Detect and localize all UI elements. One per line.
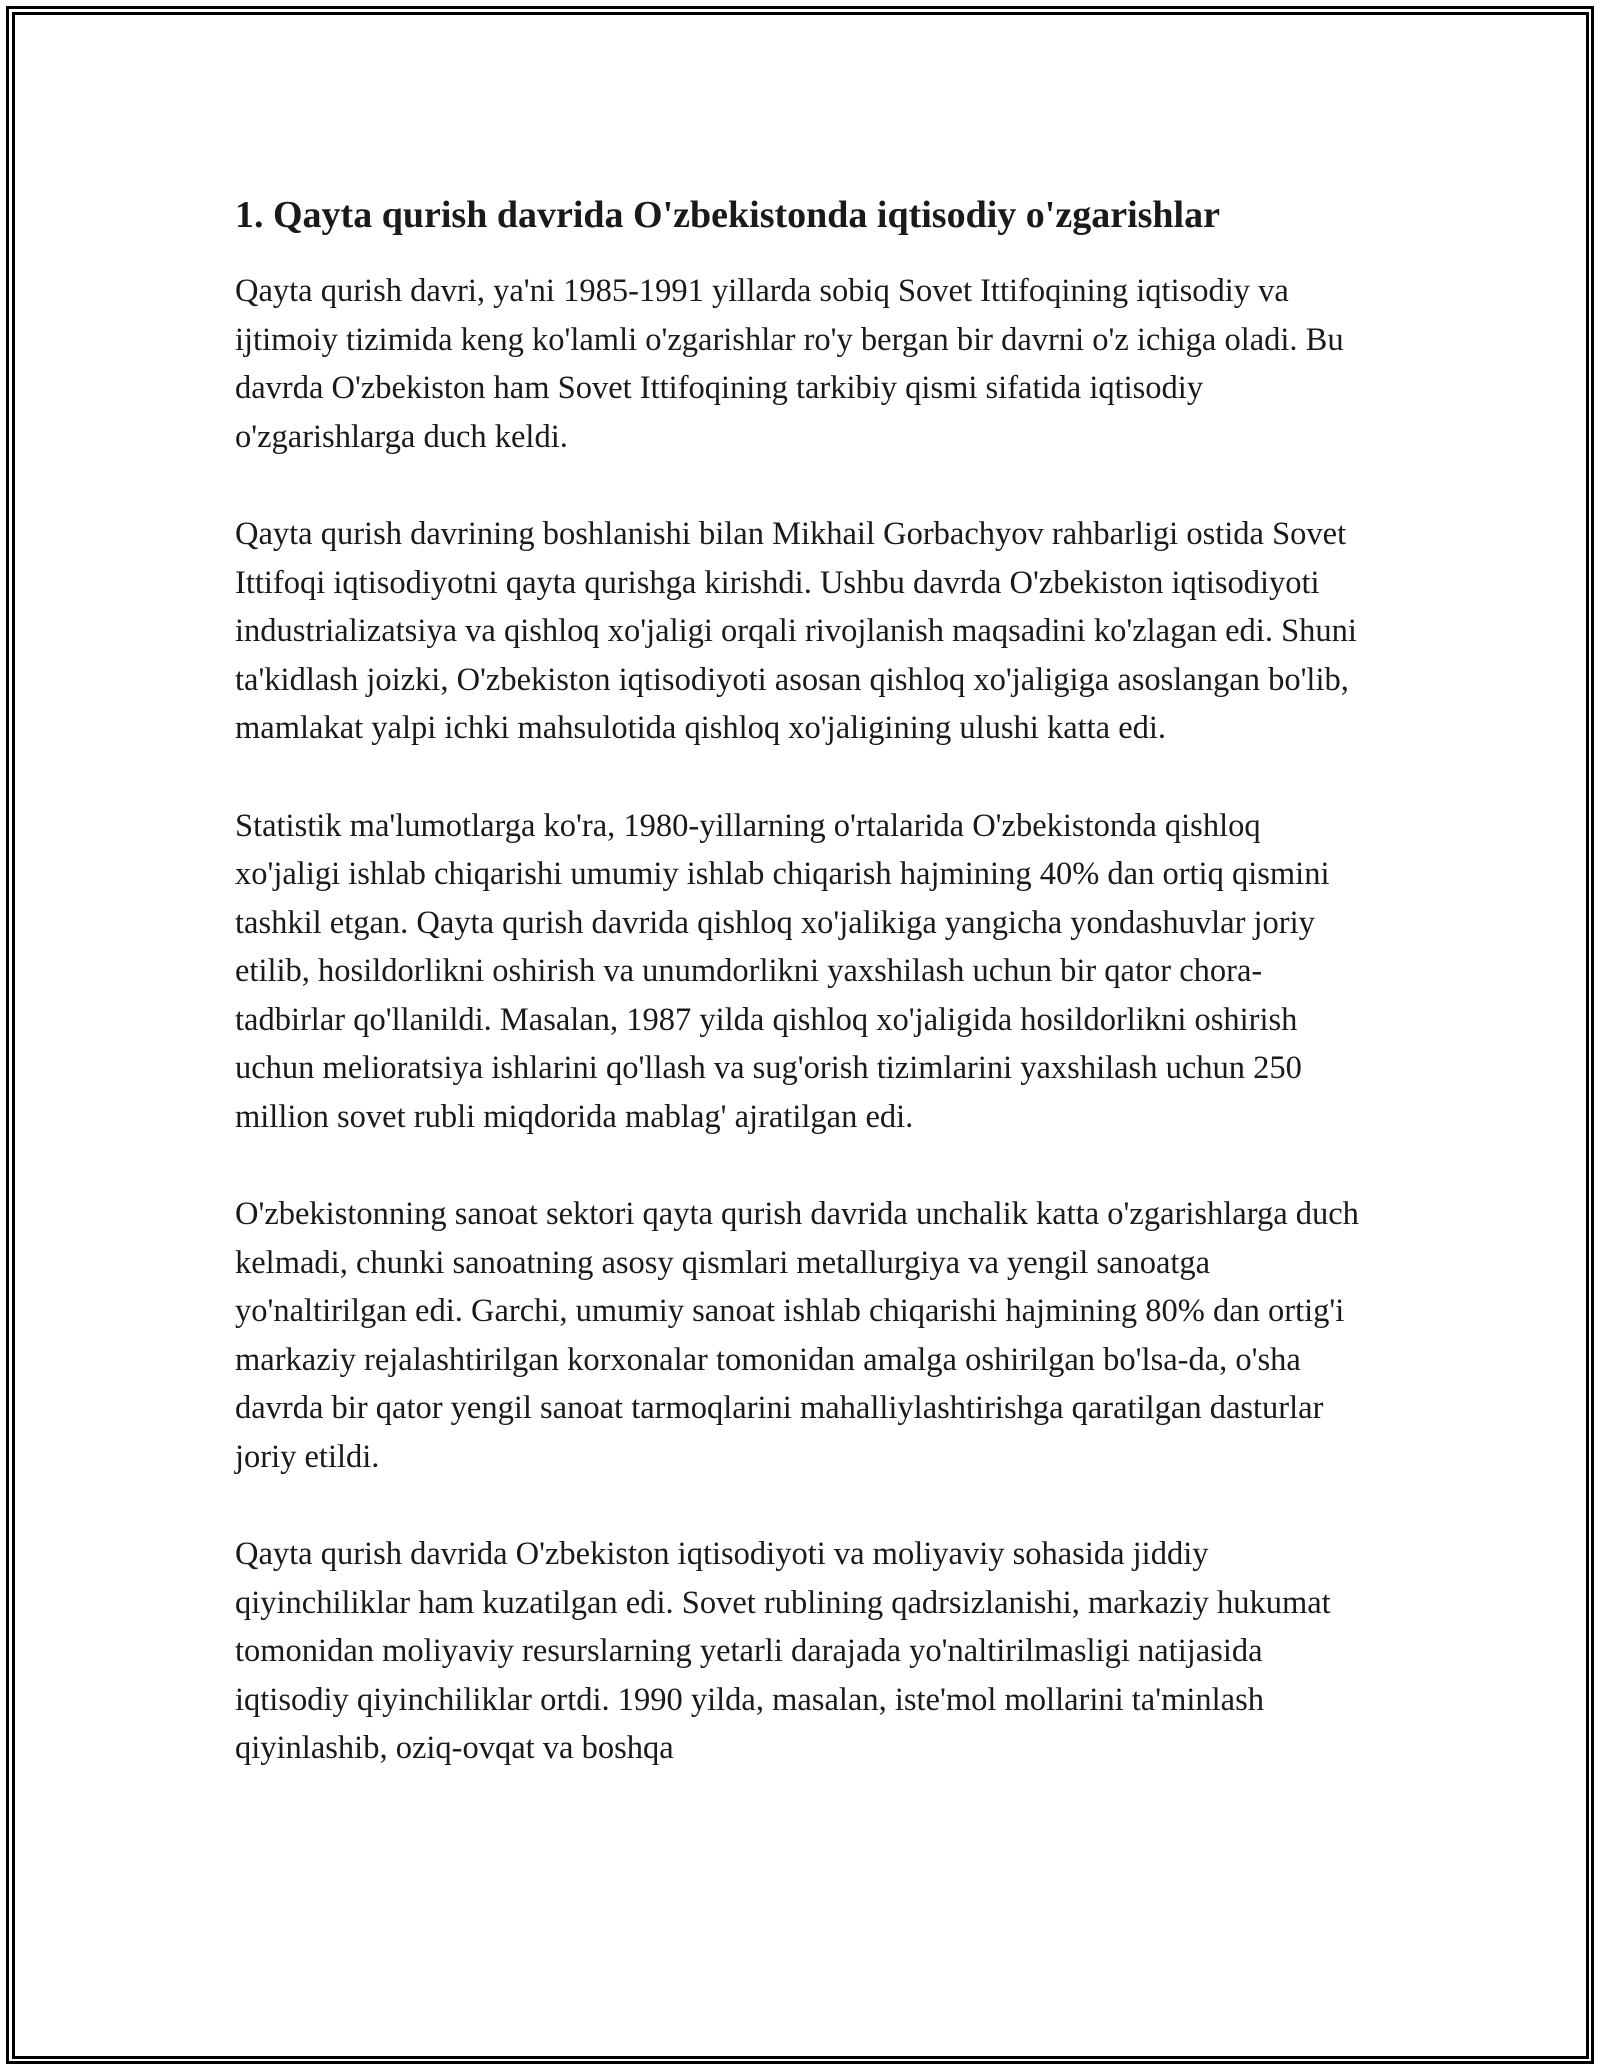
- paragraph-5: Qayta qurish davrida O'zbekiston iqtisodiyoti va moliyaviy sohasida jiddiy qiyinchiliklar ham kuzatilgan edi. Sovet rublining qadrsizlanishi, markaziy hukumat tomonidan moliyaviy resurslarning yetarli darajada yo'naltirilmasligi natijasida iqtisodiy qiyinchiliklar ortdi. 1990 yilda, masalan, iste'mol mollarini ta'minlash qiyinlashib, oziq-ovqat va boshqa: [235, 1536, 1331, 1766]
- paragraph-3: Statistik ma'lumotlarga ko'ra, 1980-yillarning o'rtalarida O'zbekistonda qishloq xo'jaligi ishlab chiqarishi umumiy ishlab chiqarish hajmining 40% dan ortiq qismini tashkil etgan. Qayta qurish davrida qishloq xo'jalikiga yangicha yondashuvlar joriy etilib, hosildorlikni oshirish va unumdorlikni yaxshilash uchun bir qator chora-tadbirlar qo'llanildi. Masalan, 1987 yilda qishloq xo'jaligida hosildorlikni oshirish uchun melioratsiya ishlarini qo'llash va sug'orish tizimlarini yaxshilash uchun 250 million sovet rubli miqdorida mablag' ajratilgan edi.: [235, 807, 1330, 1135]
- paragraph-2: Qayta qurish davrining boshlanishi bilan Mikhail Gorbachyov rahbarligi ostida Sovet Ittifoqi iqtisodiyotni qayta qurishga kirishdi. Ushbu davrda O'zbekiston iqtisodiyoti industrializatsiya va qishloq xo'jaligi orqali rivojlanish maqsadini ko'zlagan edi. Shuni ta'kidlash joizki, O'zbekiston iqtisodiyoti asosan qishloq xo'jaligiga asoslangan bo'lib, mamlakat yalpi ichki mahsulotida qishloq xo'jaligining ulushi katta edi.: [235, 516, 1357, 746]
- paragraph-4: O'zbekistonning sanoat sektori qayta qurish davrida unchalik katta o'zgarishlarga duch kelmadi, chunki sanoatning asosy qismlari metallurgiya va yengil sanoatga yo'naltirilgan edi. Garchi, umumiy sanoat ishlab chiqarishi hajmining 80% dan ortig'i markaziy rejalashtirilgan korxonalar tomonidan amalga oshirilgan bo'lsa-da, o'sha davrda bir qator yengil sanoat tarmoqlarini mahalliylashtirishga qaratilgan dasturlar joriy etildi.: [235, 1196, 1359, 1475]
- paragraph-1: Qayta qurish davri, ya'ni 1985-1991 yillarda sobiq Sovet Ittifoqining iqtisodiy va ijtimoiy tizimida keng ko'lamli o'zgarishlar ro'y bergan bir davrni o'z ichiga oladi. Bu davrda O'zbekiston ham Sovet Ittifoqining tarkibiy qismi sifatida iqtisodiy o'zgarishlarga duch keldi.: [235, 273, 1344, 455]
- document-title: 1. Qayta qurish davrida O'zbekistonda iqtisodiy o'zgarishlar: [235, 194, 1220, 236]
- document-page: [235, 183, 1370, 1773]
